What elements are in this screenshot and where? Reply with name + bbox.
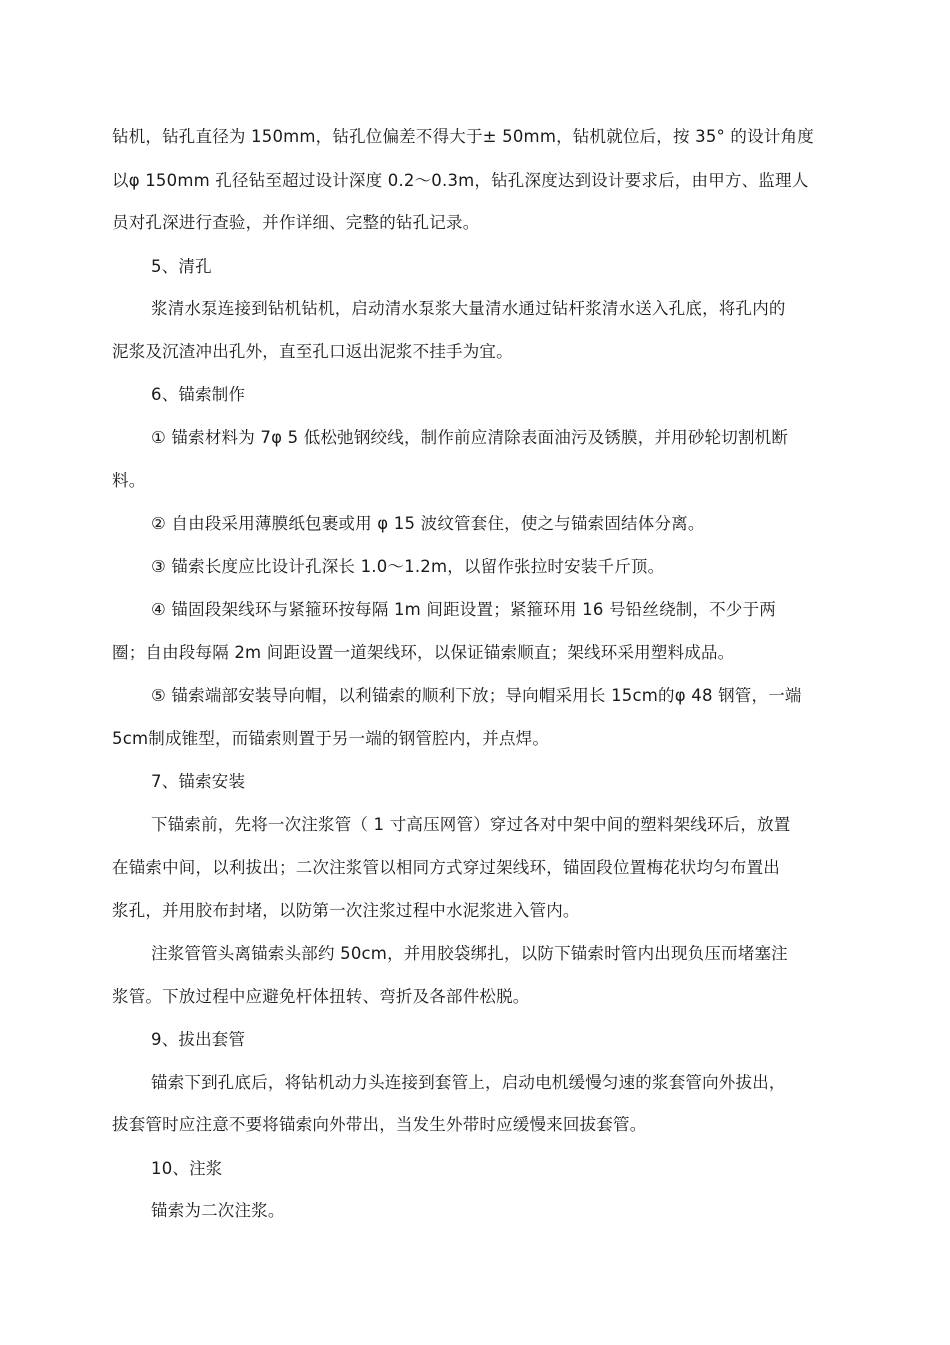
section-heading: 9、拔出套管 [151, 1030, 246, 1049]
text-line: 拔套管时应注意不要将锚索向外带出，当发生外带时应缓慢来回拔套管。 [112, 1115, 647, 1134]
section-heading: 6、锚索制作 [151, 385, 246, 404]
text-line: 浆管。下放过程中应避免杆体扭转、弯折及各部件松脱。 [112, 987, 530, 1006]
text-line: 锚索下到孔底后，将钻机动力头连接到套管上，启动电机缓慢匀速的浆套管向外拔出， [151, 1073, 786, 1092]
text-line: ③ 锚索长度应比设计孔深长 1.0～1.2m，以留作张拉时安装千斤顶。 [151, 557, 665, 576]
text-line: 下锚索前，先将一次注浆管（ 1 寸高压网管）穿过各对中架中间的塑料架线环后，放置 [151, 815, 791, 834]
section-heading: 10、注浆 [151, 1159, 223, 1178]
section-heading: 5、清孔 [151, 257, 212, 276]
text-line: 在锚索中间，以利拔出；二次注浆管以相同方式穿过架线环，锚固段位置梅花状均匀布置出 [112, 858, 780, 877]
text-line: 浆孔，并用胶布封堵，以防第一次注浆过程中水泥浆进入管内。 [112, 901, 580, 920]
text-line: 5cm制成锥型，而锚索则置于另一端的钢管腔内，并点焊。 [112, 729, 550, 748]
text-line: 浆清水泵连接到钻机钻机，启动清水泵浆大量清水通过钻杆浆清水送入孔底，将孔内的 [151, 299, 786, 318]
text-line: 泥浆及沉渣冲出孔外，直至孔口返出泥浆不挂手为宜。 [112, 342, 513, 361]
section-heading: 7、锚索安装 [151, 772, 246, 791]
text-line: 圈；自由段每隔 2m 间距设置一道架线环，以保证锚索顺直；架线环采用塑料成品。 [112, 643, 735, 662]
text-line: 注浆管管头离锚索头部约 50cm，并用胶袋绑扎，以防下锚索时管内出现负压而堵塞注 [151, 944, 788, 963]
text-line: ① 锚索材料为 7φ 5 低松弛钢绞线，制作前应清除表面油污及锈膜，并用砂轮切割机断 [151, 428, 789, 447]
text-line: 员对孔深进行查验，并作详细、完整的钻孔记录。 [112, 213, 480, 232]
text-line: 锚索为二次注浆。 [151, 1201, 285, 1220]
text-line: ② 自由段采用薄膜纸包裹或用 φ 15 波纹管套住，使之与锚索固结体分离。 [151, 514, 705, 533]
text-line: ④ 锚固段架线环与紧箍环按每隔 1m 间距设置；紧箍环用 16 号铅丝绕制，不少于两 [151, 600, 776, 619]
text-line: 钻机，钻孔直径为 150mm，钻孔位偏差不得大于± 50mm，钻机就位后，按 35° 的设计角度 [112, 127, 814, 146]
text-line: 以φ 150mm 孔径钻至超过设计深度 0.2～0.3m，钻孔深度达到设计要求后，由甲方、监理人 [112, 171, 809, 190]
text-line: 料。 [112, 471, 146, 490]
text-line: ⑤ 锚索端部安装导向帽，以利锚索的顺利下放；导向帽采用长 15cm的φ 48 钢管，一端 [151, 686, 802, 705]
